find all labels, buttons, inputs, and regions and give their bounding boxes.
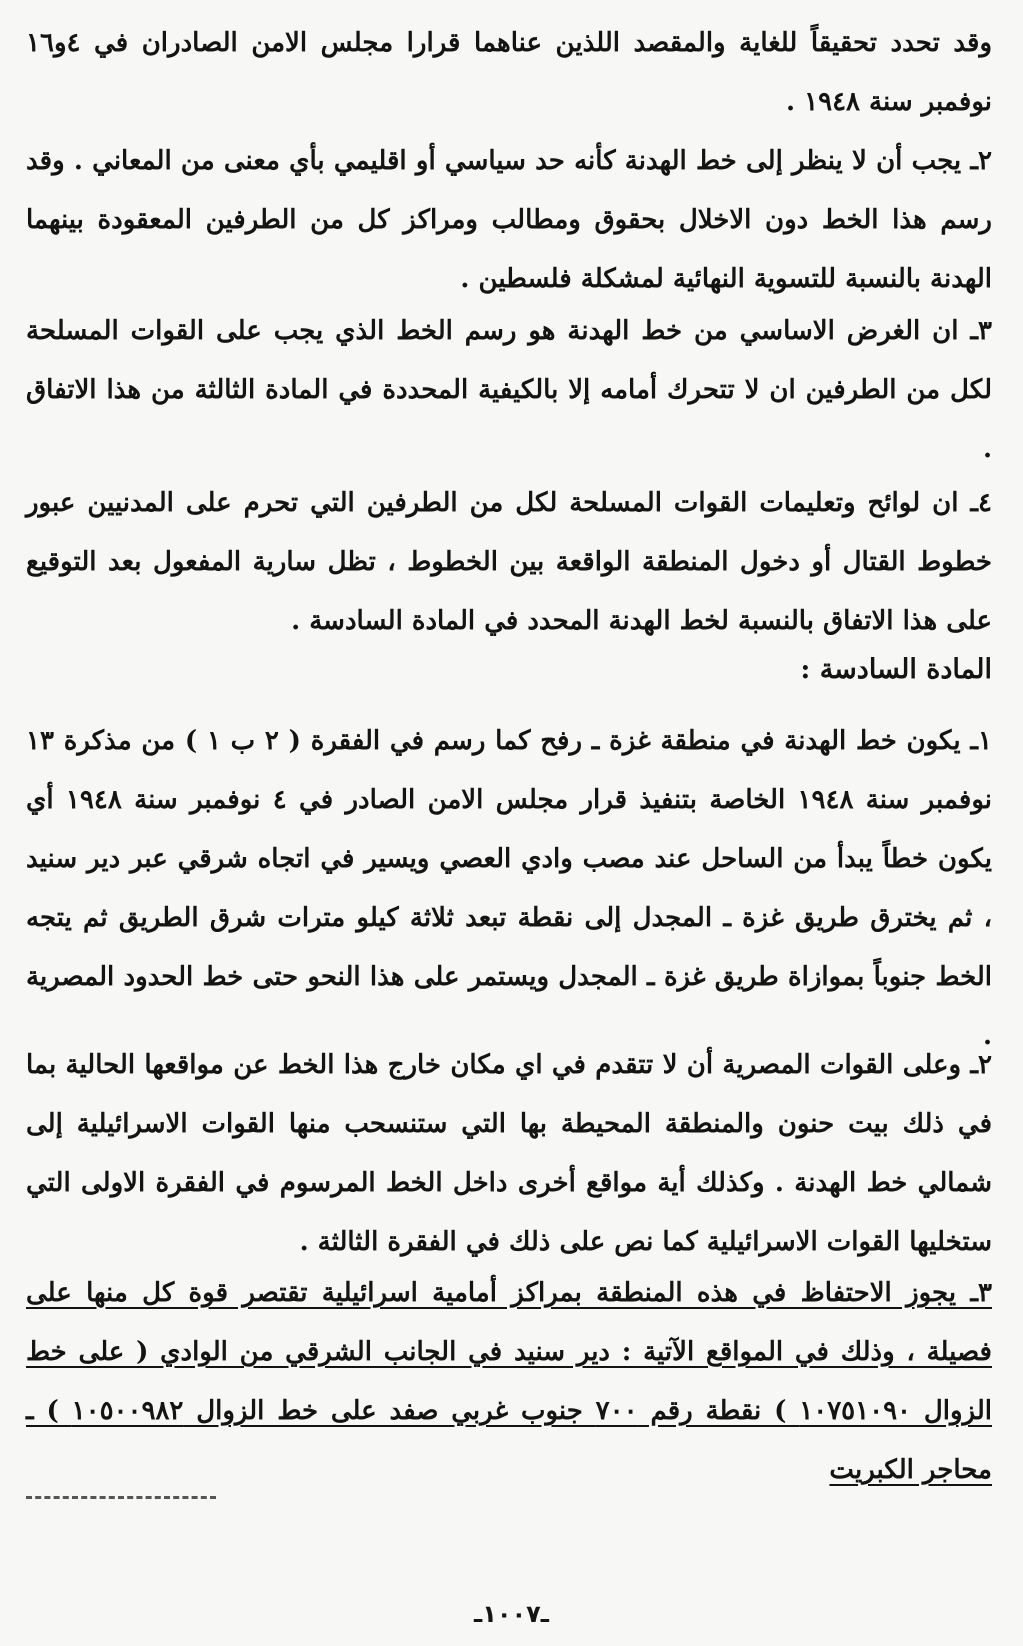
article-heading: المادة السادسة : <box>800 654 992 685</box>
paragraph-3: ٣ـ ان الغرض الاساسي من خط الهدنة هو رسم الخط الذي يجب على القوات المسلحة لكل من الطرفين ان لا تتحرك أمامه إلا بالكيفية المحددة في المادة الثالثة من هذا الاتفاق . <box>26 316 992 464</box>
article-6-paragraph-2: ٢ـ وعلى القوات المصرية أن لا تتقدم في اي مكان خارج هذا الخط عن مواقعها الحالية بما في ذلك بيت حنون والمنطقة المحيطة بها التي ستنسحب منها القوات الاسرائيلية إلى شمالي خط الهدنة . وكذلك أية مواقع أخرى داخل الخط المرسوم في الفقرة الاولى التي ستخليها القوات الاسرائيلية كما نص على ذلك في الفقرة الثالثة . <box>26 1050 992 1257</box>
page-number: ـ١٠٠٧ـ <box>474 1600 549 1628</box>
paragraph-2: ٢ـ يجب أن لا ينظر إلى خط الهدنة كأنه حد سياسي أو اقليمي بأي معنى من المعاني . وقد رسم هذا الخط دون الاخلال بحقوق ومطالب ومراكز كل من الطرفين المعقودة بينهما الهدنة بالنسبة للتسوية النهائية لمشكلة فلسطين . <box>26 146 992 294</box>
article-6-paragraph-1: ١ـ يكون خط الهدنة في منطقة غزة ـ رفح كما رسم في الفقرة ( ٢ ب ١ ) من مذكرة ١٣ نوفمبر سنة ١٩٤٨ الخاصة بتنفيذ قرار مجلس الامن الصادر في ٤ نوفمبر سنة ١٩٤٨ أي يكون خطاً يبدأ من الساحل عند مصب وادي العصي ويسير في اتجاه شرقي عبر دير سنيد ، ثم يخترق طريق غزة ـ المجدل إلى نقطة تبعد ثلاثة كيلو مترات شرق الطريق ثم يتجه الخط جنوباً بموازاة طريق غزة ـ المجدل ويستمر على هذا النحو حتى خط الحدود المصرية . <box>26 726 993 1051</box>
article-6-paragraph-3: ٣ـ يجوز الاحتفاظ في هذه المنطقة بمراكز أمامية اسرائيلية تقتصر قوة كل منها على فصيلة ، وذلك في المواقع الآتية : دير سنيد في الجانب الشرقي من الوادي ( على خط الزوال ١٠٧٥١٠٩٠ ) نقطة رقم ٧٠٠ جنوب غربي صفد على خط الزوال ١٠٥٠٠٩٨٢ ) ـ محاجر الكبريت <box>26 1278 993 1485</box>
paragraph-intro: وقد تحدد تحقيقاً للغاية والمقصد اللذين عناهما قرارا مجلس الامن الصادران في ٤و١٦ نوفمبر سنة ١٩٤٨ . <box>26 28 992 117</box>
section-divider <box>26 1496 216 1499</box>
paragraph-4: ٤ـ ان لوائح وتعليمات القوات المسلحة لكل من الطرفين التي تحرم على المدنيين عبور خطوط القتال أو دخول المنطقة الواقعة بين الخطوط ، تظل سارية المفعول بعد التوقيع على هذا الاتفاق بالنسبة لخط الهدنة المحدد في المادة السادسة . <box>26 488 992 636</box>
